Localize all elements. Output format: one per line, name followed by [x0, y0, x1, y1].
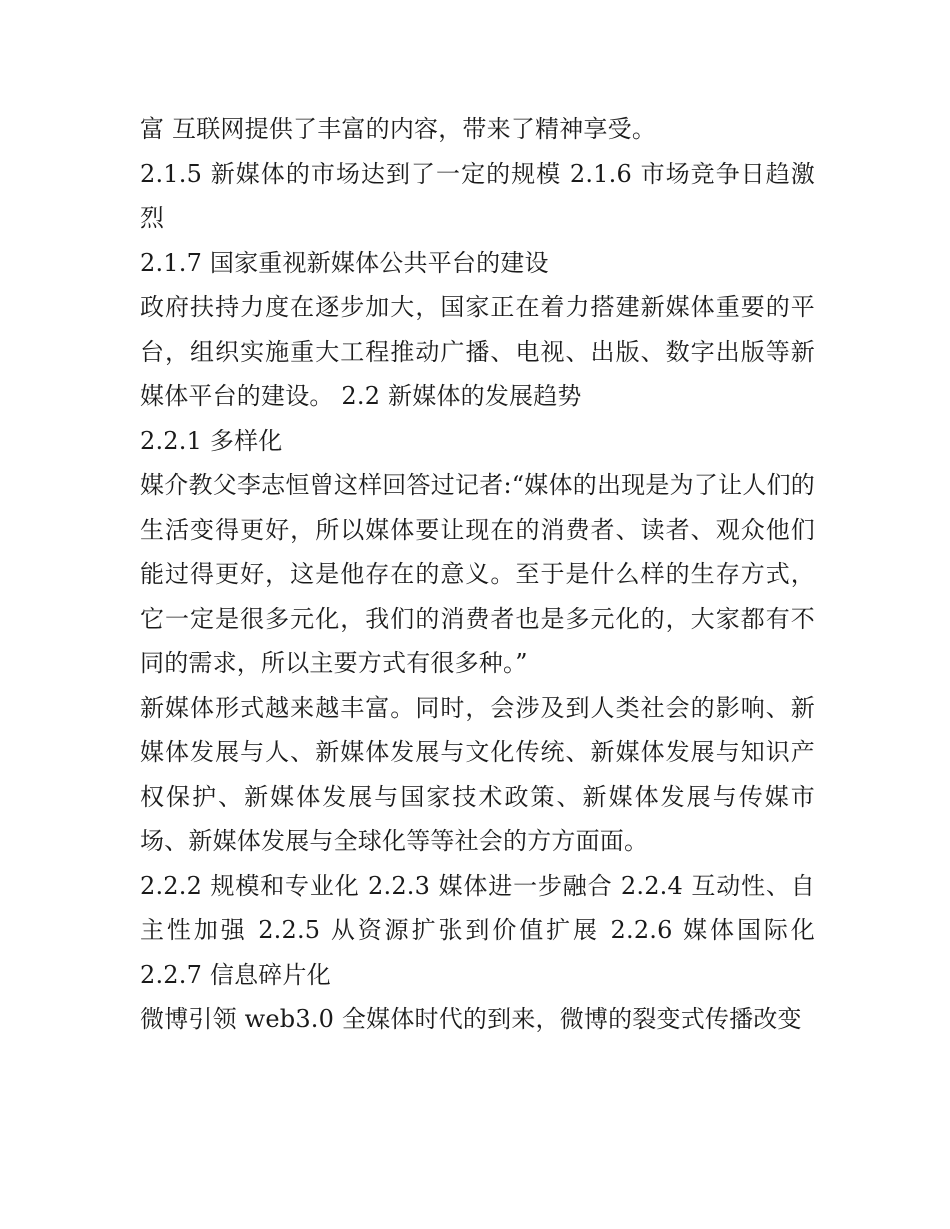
headings-2-2-2-to-2-2-7: 2.2.2 规模和专业化 2.2.3 媒体进一步融合 2.2.4 互动性、自主性加强 2.2.5 从资源扩张到价值扩展 2.2.6 媒体国际化 2.2.7 信息碎片化 — [140, 871, 815, 989]
paragraph-government-support: 政府扶持力度在逐步加大，国家正在着力搭建新媒体重要的平台，组织实施重大工程推动广播、电视、出版、数字出版等新媒体平台的建设。 2.2 新媒体的发展趋势 — [140, 293, 815, 410]
paragraph-new-media-forms: 新媒体形式越来越丰富。同时，会涉及到人类社会的影响、新媒体发展与人、新媒体发展与文化传统、新媒体发展与知识产权保护、新媒体发展与国家技术政策、新媒体发展与传媒市场、新媒体发展与全球化等等社会的方方面面。 — [140, 693, 815, 855]
paragraph-continuation: 富 互联网提供了丰富的内容，带来了精神享受。 — [140, 115, 657, 143]
heading-2-1-5-and-2-1-6: 2.1.5 新媒体的市场达到了一定的规模 2.1.6 市场竞争日趋激烈 — [140, 159, 815, 232]
paragraph-quote: 媒介教父李志恒曾这样回答过记者:“媒体的出现是为了让人们的生活变得更好，所以媒体要让现在的消费者、读者、观众他们能过得更好，这是他存在的意义。至于是什么样的生存方式，它一定是很多元化，我们的消费者也是多元化的，大家都有不同的需求，所以主要方式有很多种。” — [140, 471, 815, 677]
heading-2-2-1: 2.2.1 多样化 — [140, 426, 283, 455]
heading-2-1-7: 2.1.7 国家重视新媒体公共平台的建设 — [140, 248, 549, 277]
paragraph-weibo: 微博引领 web3.0 全媒体时代的到来，微博的裂变式传播改变 — [140, 1005, 802, 1033]
document-body — [140, 107, 815, 1042]
